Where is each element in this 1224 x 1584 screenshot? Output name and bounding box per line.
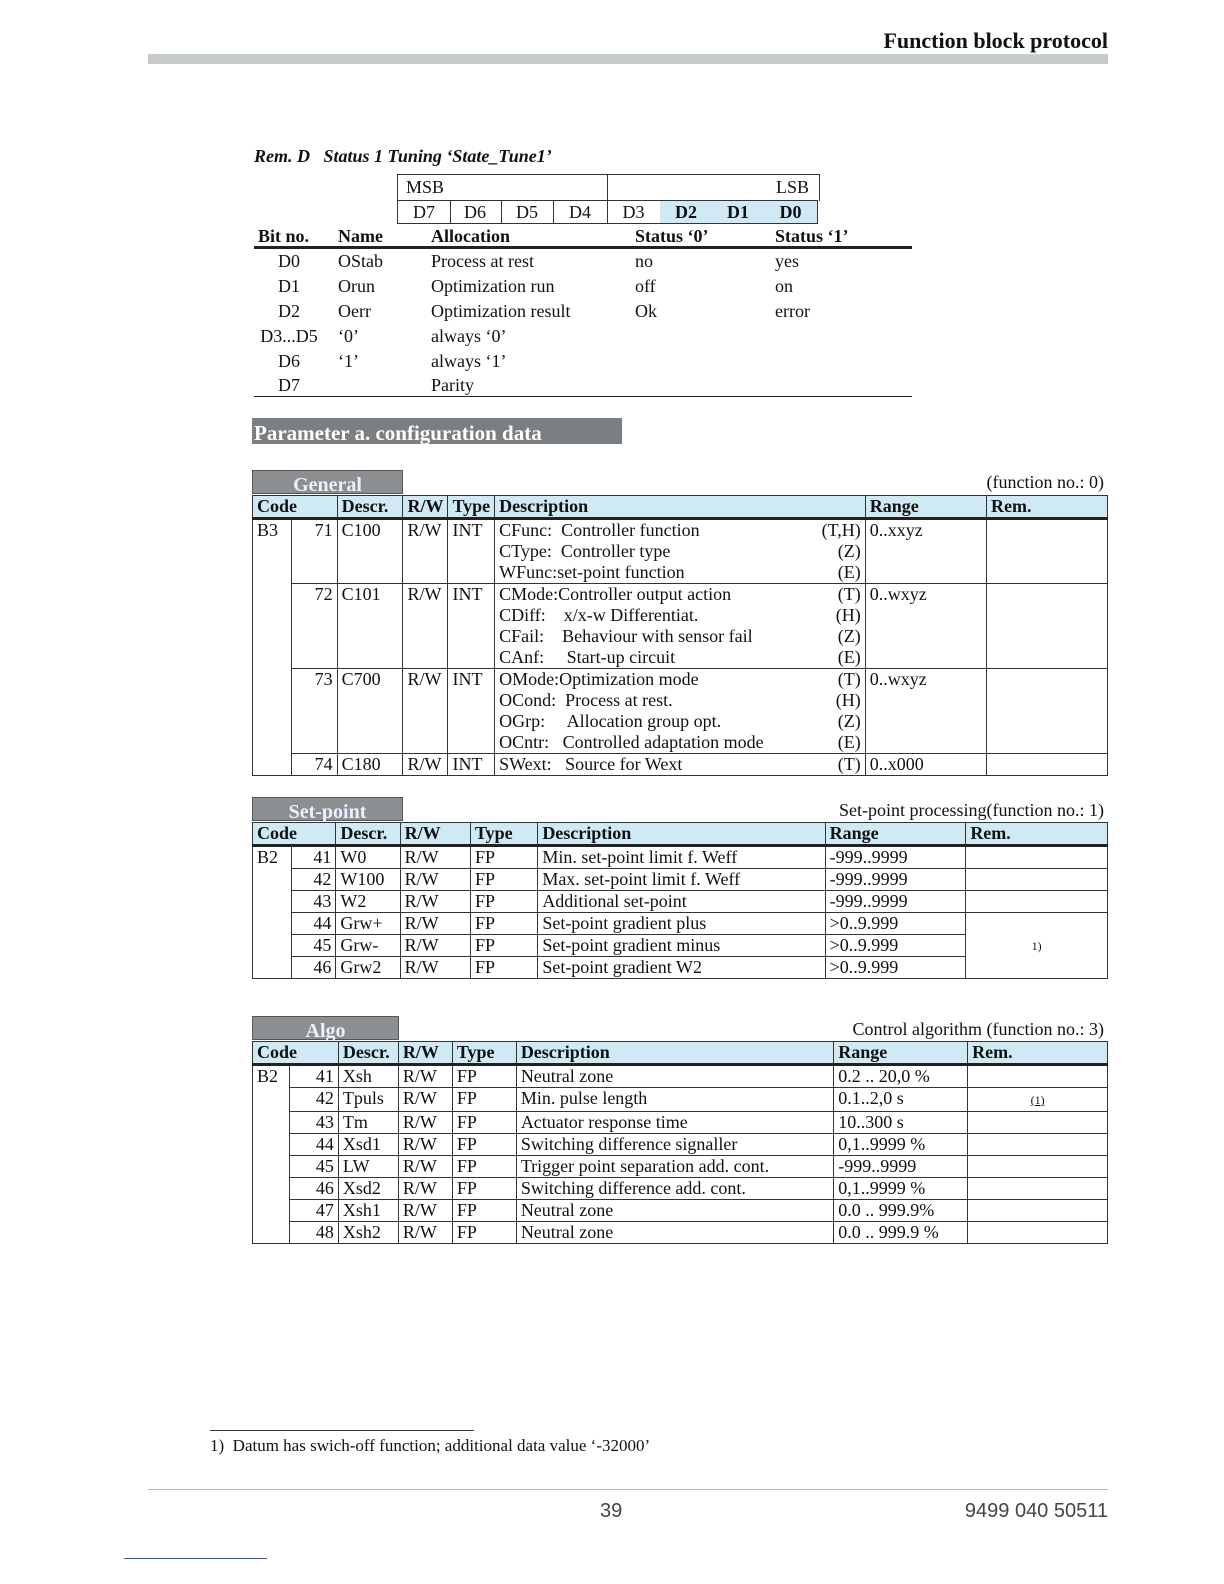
range-cell: -999..9999 — [825, 869, 966, 891]
th-descr: Descr. — [336, 823, 400, 846]
type-cell: FP — [471, 935, 538, 957]
status-row-allocation: Optimization result — [431, 301, 571, 321]
status-row-status1: on — [775, 276, 793, 296]
status-row-allocation: Process at rest — [431, 251, 534, 271]
th-code: Code — [253, 496, 338, 519]
range-cell: 0,1..9999 % — [834, 1178, 968, 1200]
table-row — [253, 1156, 1108, 1178]
footnote-rule — [210, 1430, 474, 1431]
status-row-status1: yes — [775, 251, 799, 271]
status-th-bitno: Bit no. — [258, 226, 310, 246]
rw-cell: R/W — [403, 519, 448, 584]
bit-d6: D6 — [449, 200, 502, 224]
header-bar — [148, 54, 1108, 64]
status-row-name: OStab — [338, 251, 383, 271]
desc-tag: (Z) — [837, 711, 861, 731]
th-description: Description — [495, 496, 866, 519]
link-underline — [124, 1558, 267, 1559]
rem-cell — [968, 1222, 1108, 1244]
status-row-status0: Ok — [635, 301, 657, 321]
lsb-header — [607, 174, 820, 201]
code-prefix: B3 — [253, 519, 292, 776]
description-cell: Neutral zone — [516, 1200, 833, 1222]
range-cell: -999..9999 — [834, 1156, 968, 1178]
desc-line: CDiff: x/x-w Differentiat. — [499, 605, 699, 625]
table-row — [253, 584, 1108, 669]
range-cell: 0.0 .. 999.9 % — [834, 1222, 968, 1244]
table-row — [253, 1065, 1108, 1088]
bit-d3: D3 — [607, 200, 661, 224]
status-row-allocation: Parity — [431, 375, 474, 395]
code-number: 41 — [289, 1065, 338, 1088]
tab-general: General — [252, 470, 403, 494]
desc-line: CAnf: Start-up circuit — [499, 647, 676, 667]
code-number: 46 — [289, 1178, 338, 1200]
type-cell: INT — [448, 754, 495, 776]
desc-line: CFunc: Controller function — [499, 520, 700, 540]
status-row-name: ‘1’ — [338, 351, 359, 371]
status-th-status1: Status ‘1’ — [775, 226, 849, 246]
type-cell: FP — [471, 846, 538, 869]
rw-cell: R/W — [398, 1088, 452, 1112]
th-description: Description — [538, 823, 825, 846]
desc-tag: (H) — [835, 690, 861, 710]
general-table — [252, 495, 1108, 776]
tab-setpoint: Set-point — [252, 797, 403, 821]
page-header-title: Function block protocol — [883, 28, 1108, 53]
desc-line: CMode:Controller output action — [499, 584, 732, 604]
desc-tag: (T,H) — [821, 520, 861, 540]
bit-d1: D1 — [712, 200, 765, 224]
rw-cell: R/W — [400, 913, 470, 935]
descr-cell: Grw+ — [336, 913, 400, 935]
table-row — [253, 519, 1108, 584]
code-number: 45 — [289, 1156, 338, 1178]
desc-tag: (E) — [837, 562, 861, 582]
table-row — [253, 891, 1108, 913]
rw-cell: R/W — [398, 1222, 452, 1244]
table-row — [253, 1134, 1108, 1156]
lsb-label: LSB — [775, 177, 809, 197]
range-cell: 0.2 .. 20,0 % — [834, 1065, 968, 1088]
descr-cell: Xsh — [338, 1065, 398, 1088]
description-cell: Set-point gradient minus — [538, 935, 825, 957]
descr-cell: Tpuls — [338, 1088, 398, 1112]
general-function-note: (function no.: 0) — [986, 472, 1104, 492]
code-number: 42 — [289, 1088, 338, 1112]
th-type: Type — [448, 496, 495, 519]
status-row-name: Oerr — [338, 301, 371, 321]
th-range: Range — [834, 1042, 968, 1065]
descr-cell: Xsd2 — [338, 1178, 398, 1200]
status-th-status0: Status ‘0’ — [635, 226, 709, 246]
rem-footnote-ref: (1) — [1030, 1093, 1045, 1107]
rem-cell — [966, 869, 1108, 891]
table-row — [253, 1088, 1108, 1112]
rem-cell — [968, 1156, 1108, 1178]
descr-cell: W100 — [336, 869, 400, 891]
range-cell: 0..x000 — [865, 754, 986, 776]
descr-cell: C101 — [337, 584, 403, 669]
code-number: 44 — [292, 913, 336, 935]
descr-cell: C100 — [337, 519, 403, 584]
description-cell — [495, 584, 866, 669]
setpoint-function-note: Set-point processing(function no.: 1) — [839, 800, 1104, 820]
rw-cell: R/W — [400, 869, 470, 891]
th-type: Type — [471, 823, 538, 846]
table-header-row — [253, 823, 1108, 846]
code-number: 72 — [291, 584, 337, 669]
range-cell: 0..xxyz — [865, 519, 986, 584]
range-cell: >0..9.999 — [825, 913, 966, 935]
description-cell: Neutral zone — [516, 1222, 833, 1244]
description-cell: Max. set-point limit f. Weff — [538, 869, 825, 891]
rw-cell: R/W — [398, 1178, 452, 1200]
footer-rule — [148, 1489, 1108, 1490]
rem-cell — [986, 669, 1107, 754]
document-number: 9499 040 50511 — [964, 1500, 1108, 1522]
description-cell: Additional set-point — [538, 891, 825, 913]
status-row-status0: no — [635, 251, 653, 271]
descr-cell: Xsd1 — [338, 1134, 398, 1156]
th-range: Range — [865, 496, 986, 519]
rem-footnote-ref: 1) — [1031, 939, 1042, 953]
bit-d5: D5 — [501, 200, 554, 224]
descr-cell: W0 — [336, 846, 400, 869]
th-rem: Rem. — [966, 823, 1108, 846]
table-row — [253, 1178, 1108, 1200]
table-row — [253, 1200, 1108, 1222]
bit-d0: D0 — [764, 200, 818, 224]
setpoint-table — [252, 822, 1108, 979]
th-code: Code — [253, 1042, 339, 1065]
th-description: Description — [516, 1042, 833, 1065]
type-cell: FP — [471, 891, 538, 913]
table-row — [253, 1222, 1108, 1244]
status-th-name: Name — [338, 226, 383, 246]
code-number: 47 — [289, 1200, 338, 1222]
description-cell: Actuator response time — [516, 1112, 833, 1134]
description-cell: Min. pulse length — [516, 1088, 833, 1112]
table-row — [253, 913, 1108, 935]
descr-cell: Tm — [338, 1112, 398, 1134]
status-row-status1: error — [775, 301, 810, 321]
description-cell: Set-point gradient plus — [538, 913, 825, 935]
footnote-text: 1) Datum has swich-off function; additional data value ‘-32000’ — [210, 1436, 651, 1455]
rw-cell: R/W — [398, 1065, 452, 1088]
type-cell: FP — [471, 957, 538, 979]
rw-cell: R/W — [400, 957, 470, 979]
rw-cell: R/W — [400, 846, 470, 869]
th-descr: Descr. — [338, 1042, 398, 1065]
code-number: 42 — [292, 869, 336, 891]
type-cell: FP — [471, 869, 538, 891]
description-cell: Set-point gradient W2 — [538, 957, 825, 979]
code-number: 43 — [289, 1112, 338, 1134]
table-row — [253, 869, 1108, 891]
rw-cell: R/W — [403, 754, 448, 776]
table-row — [253, 1112, 1108, 1134]
status-row-bit: D2 — [278, 301, 300, 321]
descr-cell: Xsh1 — [338, 1200, 398, 1222]
range-cell: 0.1..2,0 s — [834, 1088, 968, 1112]
status-row-name: ‘0’ — [338, 326, 359, 346]
rem-cell — [968, 1200, 1108, 1222]
desc-line: SWext: Source for Wext — [499, 754, 683, 774]
section-title: Parameter a. configuration data — [252, 418, 622, 444]
code-number: 48 — [289, 1222, 338, 1244]
desc-tag: (Z) — [837, 626, 861, 646]
rw-cell: R/W — [403, 584, 448, 669]
th-rw: R/W — [400, 823, 470, 846]
code-number: 44 — [289, 1134, 338, 1156]
type-cell: FP — [452, 1088, 516, 1112]
rem-cell — [968, 1065, 1108, 1088]
desc-tag: (T) — [837, 669, 861, 689]
rw-cell: R/W — [403, 669, 448, 754]
status-row-allocation: Optimization run — [431, 276, 555, 296]
status-row-bit: D3...D5 — [260, 326, 318, 346]
descr-cell: W2 — [336, 891, 400, 913]
range-cell: -999..9999 — [825, 846, 966, 869]
code-number: 43 — [292, 891, 336, 913]
rem-cell — [968, 1134, 1108, 1156]
descr-cell: LW — [338, 1156, 398, 1178]
desc-line: CType: Controller type — [499, 541, 671, 561]
type-cell: FP — [452, 1156, 516, 1178]
type-cell: FP — [452, 1178, 516, 1200]
rem-d-title: Rem. D Status 1 Tuning ‘State_Tune1’ — [254, 146, 552, 166]
code-number: 71 — [291, 519, 337, 584]
desc-tag: (T) — [837, 754, 861, 774]
status-row-bit: D6 — [278, 351, 300, 371]
status-row-status0: off — [635, 276, 656, 296]
description-cell — [495, 754, 866, 776]
desc-tag: (Z) — [837, 541, 861, 561]
type-cell: INT — [448, 519, 495, 584]
status-row-allocation: always ‘0’ — [431, 326, 507, 346]
rem-cell — [986, 584, 1107, 669]
table-row — [253, 754, 1108, 776]
desc-tag: (T) — [837, 584, 861, 604]
type-cell: FP — [452, 1112, 516, 1134]
th-code: Code — [253, 823, 336, 846]
status-row-bit: D7 — [278, 375, 300, 395]
range-cell: >0..9.999 — [825, 957, 966, 979]
rem-cell — [968, 1088, 1108, 1112]
status-row-name: Orun — [338, 276, 375, 296]
bit-d2: D2 — [660, 200, 713, 224]
rem-cell — [968, 1178, 1108, 1200]
rem-cell — [966, 846, 1108, 869]
rw-cell: R/W — [400, 891, 470, 913]
msb-label: MSB — [406, 177, 445, 197]
th-descr: Descr. — [337, 496, 403, 519]
rem-cell — [966, 891, 1108, 913]
range-cell: 0,1..9999 % — [834, 1134, 968, 1156]
rem-cell — [968, 1112, 1108, 1134]
desc-tag: (E) — [837, 647, 861, 667]
desc-line: WFunc:set-point function — [499, 562, 685, 582]
description-cell: Switching difference signaller — [516, 1134, 833, 1156]
bit-d4: D4 — [553, 200, 608, 224]
type-cell: FP — [452, 1222, 516, 1244]
description-cell: Trigger point separation add. cont. — [516, 1156, 833, 1178]
th-rw: R/W — [403, 496, 448, 519]
desc-line: CFail: Behaviour with sensor fail — [499, 626, 753, 646]
rw-cell: R/W — [400, 935, 470, 957]
th-rem: Rem. — [986, 496, 1107, 519]
range-cell: 0..wxyz — [865, 584, 986, 669]
algo-table — [252, 1041, 1108, 1244]
tab-algo: Algo — [252, 1016, 399, 1040]
desc-line: OCond: Process at rest. — [499, 690, 673, 710]
status-row-allocation: always ‘1’ — [431, 351, 507, 371]
description-cell — [495, 669, 866, 754]
algo-function-note: Control algorithm (function no.: 3) — [852, 1019, 1104, 1039]
descr-cell: Grw- — [336, 935, 400, 957]
description-cell: Min. set-point limit f. Weff — [538, 846, 825, 869]
page-number: 39 — [600, 1500, 623, 1522]
table-header-row — [253, 496, 1108, 519]
descr-cell: Grw2 — [336, 957, 400, 979]
rw-cell: R/W — [398, 1134, 452, 1156]
table-row — [253, 846, 1108, 869]
rw-cell: R/W — [398, 1200, 452, 1222]
range-cell: -999..9999 — [825, 891, 966, 913]
code-prefix: B2 — [253, 846, 292, 979]
descr-cell: C700 — [337, 669, 403, 754]
desc-line: OMode:Optimization mode — [499, 669, 699, 689]
desc-line: OGrp: Allocation group opt. — [499, 711, 722, 731]
code-prefix: B2 — [253, 1065, 290, 1244]
table-header-row — [253, 1042, 1108, 1065]
th-rw: R/W — [398, 1042, 452, 1065]
type-cell: FP — [452, 1065, 516, 1088]
range-cell: 10..300 s — [834, 1112, 968, 1134]
th-type: Type — [452, 1042, 516, 1065]
status-row-bit: D1 — [278, 276, 300, 296]
code-number: 73 — [291, 669, 337, 754]
range-cell: >0..9.999 — [825, 935, 966, 957]
description-cell: Neutral zone — [516, 1065, 833, 1088]
description-cell — [495, 519, 866, 584]
msb-header — [397, 174, 608, 201]
status-row-bit: D0 — [278, 251, 300, 271]
status-th-allocation: Allocation — [431, 226, 510, 246]
th-range: Range — [825, 823, 966, 846]
rem-cell — [966, 913, 1108, 979]
descr-cell: Xsh2 — [338, 1222, 398, 1244]
type-cell: FP — [452, 1200, 516, 1222]
rw-cell: R/W — [398, 1112, 452, 1134]
rem-cell — [986, 519, 1107, 584]
type-cell: INT — [448, 669, 495, 754]
status-bottom-rule — [254, 396, 912, 397]
th-rem: Rem. — [968, 1042, 1108, 1065]
code-number: 74 — [291, 754, 337, 776]
range-cell: 0..wxyz — [865, 669, 986, 754]
type-cell: FP — [452, 1134, 516, 1156]
descr-cell: C180 — [337, 754, 403, 776]
type-cell: FP — [471, 913, 538, 935]
status-header-rule — [254, 246, 912, 249]
code-number: 45 — [292, 935, 336, 957]
rw-cell: R/W — [398, 1156, 452, 1178]
range-cell: 0.0 .. 999.9% — [834, 1200, 968, 1222]
table-row — [253, 669, 1108, 754]
bit-d7: D7 — [397, 200, 451, 224]
type-cell: INT — [448, 584, 495, 669]
description-cell: Switching difference add. cont. — [516, 1178, 833, 1200]
desc-tag: (H) — [835, 605, 861, 625]
code-number: 41 — [292, 846, 336, 869]
desc-line: OCntr: Controlled adaptation mode — [499, 732, 764, 752]
rem-cell — [986, 754, 1107, 776]
desc-tag: (E) — [837, 732, 861, 752]
code-number: 46 — [292, 957, 336, 979]
